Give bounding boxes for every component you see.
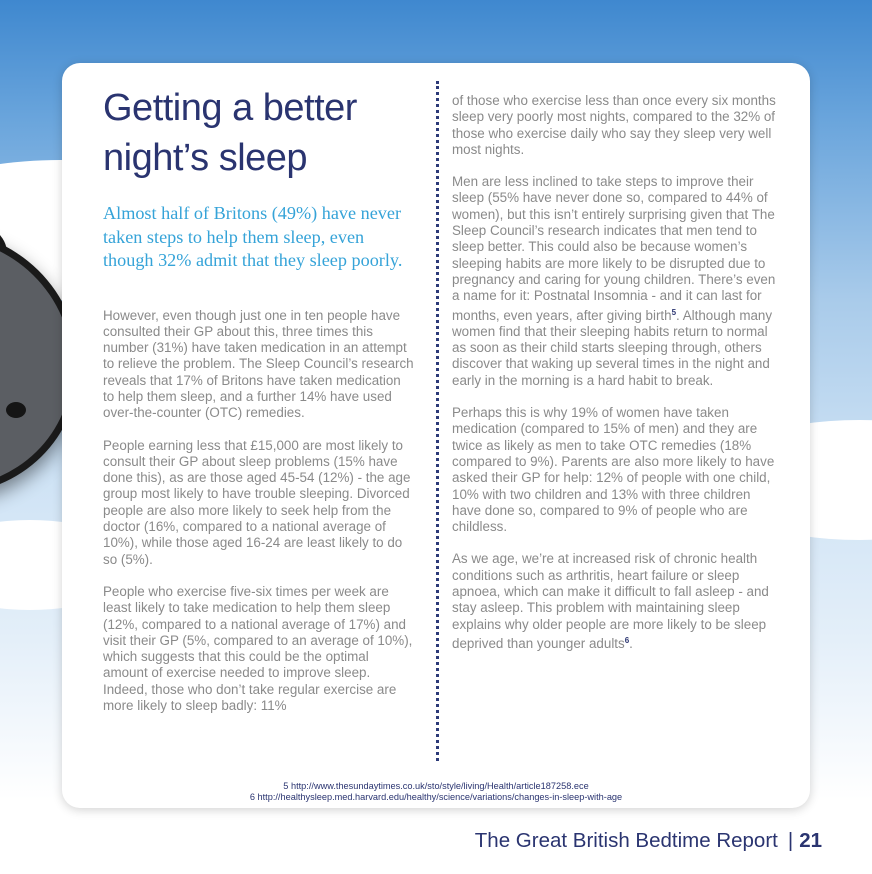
page-title <box>103 83 415 183</box>
body-paragraph: People who exercise five-six times per week are least likely to take medication to help them sleep (12%, compared to a national average of 17%) and visit their GP (5%, compared to an average of 10%), which suggests that this could be the optimal amount of exercise needed to improve sleep. Indeed, those who don’t take regular exercise are more likely to sleep badly: 11% <box>103 583 413 714</box>
page-footer <box>475 829 822 853</box>
body-paragraph: of those who exercise less than once every six months sleep very poorly most nights, compared to the 32% of those who exercise daily who say they sleep very well most nights. <box>452 93 776 157</box>
body-paragraph: Perhaps this is why 19% of women have taken medication (compared to 15% of men) and they are twice as likely as men to take OTC remedies (18% compared to 9%). Parents are also more likely to have asked their GP for help: 12% of people with one child, 10% with two children and 13% with three children have done so, compared to 9% of people who are childless. <box>452 405 775 535</box>
paragraph-text: . Although many women find that their sleeping habits return to normal as soon as their child starts sleeping through, others discover that waking up several times in the night and early in the morning is a hard habit to break. <box>452 307 773 388</box>
footnote-reference-6[interactable]: 6 <box>624 635 630 645</box>
footer-separator: | <box>787 829 794 852</box>
body-paragraph: However, even though just one in ten people have consulted their GP about this, three times this number (31%) have taken medication in an attempt to relieve the problem. The Sleep Council’s research reveals that 17% of Britons have taken medication to help them sleep, and a further 14% have used over-the-counter (OTC) remedies. <box>103 307 414 421</box>
article-card <box>62 63 810 808</box>
title-line-1: Getting a better <box>103 87 357 129</box>
paragraph-text: . <box>629 635 633 651</box>
left-column <box>103 83 415 714</box>
footnote-reference-5[interactable]: 5 <box>671 307 677 317</box>
title-line-2: night’s sleep <box>103 137 308 179</box>
body-paragraph <box>452 174 782 389</box>
footnote-5[interactable]: 5 http://www.thesundaytimes.co.uk/sto/style/living/Health/article187258.ece <box>283 781 589 791</box>
body-paragraph: People earning less that £15,000 are most likely to consult their GP about sleep problems (15% have done this), as are those aged 45-54 (12%) - the age group most likely to have trouble sleeping. Divorced people are also more likely to seek help from the doctor (16%, compared to a national average of 10%), while those aged 16-24 are least likely to do so (5%). <box>103 437 411 567</box>
body-paragraph <box>452 551 782 652</box>
footnotes <box>62 781 810 803</box>
column-divider <box>436 81 439 761</box>
paragraph-text: As we age, we’re at increased risk of chronic health conditions such as arthritis, heart failure or sleep apnoea, which can make it difficult to fall asleep - and stay asleep. This problem with maintaining sleep explains why older people are more likely to be sleep deprived than younger adults <box>452 551 769 651</box>
paragraph-text: Men are less inclined to take steps to improve their sleep (55% have never done so, compared to 44% of women), but this isn’t entirely surprising given that The Sleep Council’s research indicates that men tend to sleep better. This could also be because women’s sleeping habits are more likely to be disrupted due to pregnancy and caring for young children. There’s even a name for it: Postnatal Insomnia - and it can last for months, even years, after giving birth <box>452 174 776 323</box>
mascot-eye-illustration <box>6 402 26 418</box>
footnote-6[interactable]: 6 http://healthysleep.med.harvard.edu/healthy/science/variations/changes-in-sleep-with-age <box>249 792 623 802</box>
page-number: 21 <box>799 829 822 852</box>
intro-text: Almost half of Britons (49%) have never taken steps to help them sleep, even though 32% admit that they sleep poorly. <box>103 203 403 270</box>
report-title: The Great British Bedtime Report <box>474 829 778 852</box>
right-column <box>452 93 782 652</box>
